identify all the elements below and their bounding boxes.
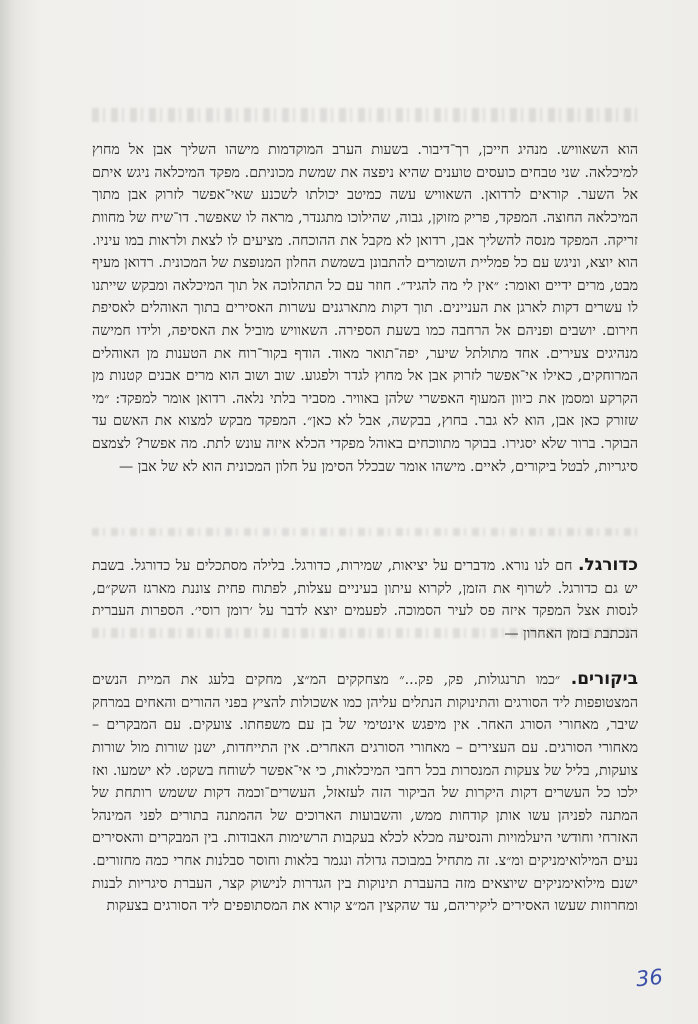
paragraph-football — [92, 554, 638, 645]
paragraph-text-visits: ״כמו תרנגולות, פק, פק...״ מצחקקים המ״צ, מחקים בלעג את המיית הנשים המצטופפות ליד הסורגים והתינוקות הנתלים עליהן כמו אשכולות להציץ בפני ההורים והאחים במרחק שיבר, מאחורי הסורג האחר. אין מיפגש אינטימי של בן עם משפחתו. צועקים. עם המבקרים – מאחורי הסורגים. עם העצירים – מאחורי הסורגים האחרים. אין התייחדות, ישנן שורות מול שורות צועקות, בליל של צעקות המנסרות בכל רחבי המיכלאות, כי אי־אפשר לשוחח בשקט. לא ישמעו. ואז ילכו כל העשרים דקות היקרות של הביקור הזה לעזאזל, העשרים־וכמה דקות ששמש רותחת של המתנה לפניהן עשו אותן קודחות ממש, והשבועות הארוכים של ההמתנה בתורים לפני המינהל האזרחי וחודשי היעלמויות והנסיעה מכלא לכלא בעקבות הרשימות האבודות. בין המבקרים והאסירים נעים המילואימניקים ומ״צ. זה מתחיל במבוכה גדולה ונגמר בלאות וחוסר סבלנות אחרי כמה מחזורים. ישנם מילואימניקים שיוצאים מזה בהעברת תינוקות בין הגדרות לנישוק קצר, העברת סיגריות לבנות ומחרוזות שעשו האסירים ליקיריהם, עד שהקצין המ״צ קורא את המסתופפים ליד הסורגים בצעקות — [92, 672, 638, 915]
handwritten-page-number: 36 — [634, 964, 664, 992]
bleed-through-noise — [92, 528, 638, 536]
paragraph-visits — [92, 668, 638, 918]
paragraph-lead-football: כדורגל. — [577, 555, 638, 576]
paragraph-text-football: חם לנו נורא. מדברים על יציאות, שמירות, כדורגל. בלילה מסתכלים על כדורגל. בשבת יש גם כדורגל. לשרוף את הזמן, לקרוא עיתון בעיניים עצלות, לפתוח פחית צוננת מארגז השק״ם, לנסות אצל המפקד איזה פס לעיר הסמוכה. לפעמים יוצא לדבר על ׳רומן רוסי׳. הספרות העברית הנכתבת בזמן האחרון — — [92, 558, 638, 642]
paragraph-text: הוא השאוויש. מנהיג חייכן, רך־דיבור. בשעות הערב המוקדמות מישהו השליך אבן אל מחוץ למיכלאה. שני טבחים כועסים טוענים שהיא ניפצה את שמשת מכוניתם. מפקד המיכלאה ניגש איתם אל השער. קוראים לרדואן. השאוויש עשה כמיטב יכולתו לשכנע שאי־אפשר לזרוק אבן מתוך המיכלאה החוצה. המפקד, פריק מזוקן, גבוה, שהילוכו מתגנדר, מראה לו שאפשר. דו־שיח של מחוות זריקה. המפקד מנסה להשליך אבן, רדואן לא מקבל את ההוכחה. מציעים לו לצאת ולראות במו עיניו. הוא יוצא, וניגש עם כל פמליית השומרים להתבונן בשמשת החלון המנופצת של המכונית. רדואן מעיף מבט, מרים ידיים ואומר: ״אין לי מה להגיד״. חוזר עם כל התהלוכה אל תוך המיכלאה ומבקש שייתנו לו עשרים דקות לארגן את העניינים. תוך דקות מתארגנים עשרות האסירים בתוך האוהלים לאסיפת חירום. יושבים ופניהם אל הרחבה כמו בשעת הספירה. השאוויש מוביל את האסיפה, ולידו חמישה מנהיגים צעירים. אחד מתולתל שיער, יפה־תואר מאוד. הודף בקור־רוח את הטענות מן האוהלים המרוחקים, כאילו אי־אפשר לזרוק אבן אל מחוץ לגדר ולפגוע. שוב ושוב הוא מרים אבנים קטנות מן הקרקע ומסמן את כיוון המעוף האפשרי שלהן באוויר. מסביר בלתי נלאה. רדואן אומר למפקד: ״מי שזורק כאן אבן, הוא לא גבר. בחוץ, בבקשה, אבל לא כאן״. המפקד מבקש למצוא את האשם עד הבוקר. ברור שלא יסגירו. בבוקר מתווכחים באוהל מפקדי הכלא איזה עונש לתת. מה אפשר? לצמצם סיגריות, לבטל ביקורים, לאיים. מישהו אומר שבכלל הסימן על חלון המכונית הוא לא של אבן — — [92, 142, 638, 475]
bleed-through-noise — [92, 108, 638, 122]
paragraph-rdoan — [92, 138, 638, 478]
paragraph-lead-visits: ביקורים. — [570, 669, 638, 690]
